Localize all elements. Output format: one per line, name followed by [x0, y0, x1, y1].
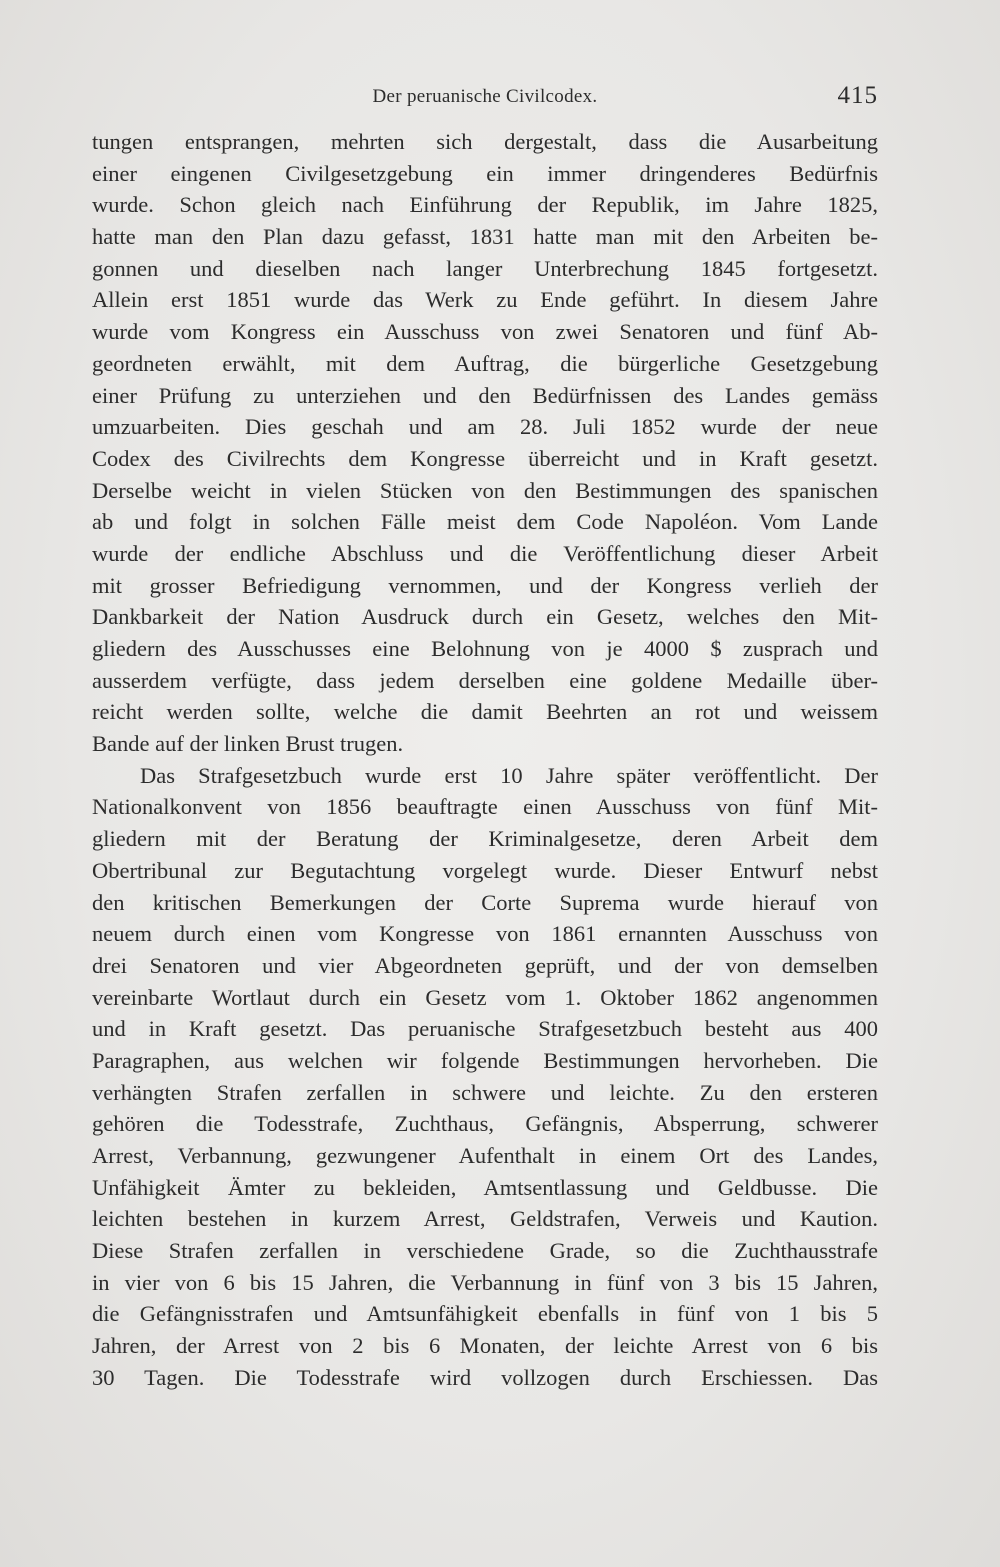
text-line: mit grosser Befriedigung vernommen, und der Kongress verlieh der: [92, 572, 878, 598]
text-line: einer eingenen Civilgesetzgebung ein immer dringenderes Bedürfnis: [92, 160, 878, 186]
text-line: vereinbarte Wortlaut durch ein Gesetz vom 1. Oktober 1862 angenommen: [92, 984, 878, 1010]
text-line: verhängten Strafen zerfallen in schwere und leichte. Zu den ersteren: [92, 1079, 878, 1105]
text-line: Obertribunal zur Begutachtung vorgelegt wurde. Dieser Entwurf nebst: [92, 857, 878, 883]
text-line: leichten bestehen in kurzem Arrest, Geldstrafen, Verweis und Kaution.: [92, 1206, 878, 1232]
text-line: wurde vom Kongress ein Ausschuss von zwei Senatoren und fünf Ab-: [92, 319, 878, 345]
text-line: ausserdem verfügte, dass jedem derselben eine goldene Medaille über-: [92, 667, 878, 693]
text-line: Nationalkonvent von 1856 beauftragte einen Ausschuss von fünf Mit-: [92, 794, 878, 820]
text-line: hatte man den Plan dazu gefasst, 1831 hatte man mit den Arbeiten be-: [92, 224, 878, 250]
text-line: geordneten erwählt, mit dem Auftrag, die bürgerliche Gesetzgebung: [92, 350, 878, 376]
text-line: Arrest, Verbannung, gezwungener Aufenthalt in einem Ort des Landes,: [92, 1143, 878, 1168]
text-line: in vier von 6 bis 15 Jahren, die Verbannung in fünf von 3 bis 15 Jahren,: [92, 1269, 878, 1295]
text-line: gonnen und dieselben nach langer Unterbrechung 1845 fortgesetzt.: [92, 255, 878, 281]
text-line: gliedern des Ausschusses eine Belohnung von je 4000 $ zusprach und: [92, 636, 878, 661]
text-line: ab und folgt in solchen Fälle meist dem Code Napoléon. Vom Lande: [92, 509, 878, 535]
text-line: reicht werden sollte, welche die damit Beehrten an rot und weissem: [92, 699, 878, 725]
running-head: [92, 82, 878, 112]
text-line: Codex des Civilrechts dem Kongresse überreicht und in Kraft gesetzt.: [92, 445, 878, 471]
text-line: Allein erst 1851 wurde das Werk zu Ende geführt. In diesem Jahre: [92, 287, 878, 313]
text-line: wurde. Schon gleich nach Einführung der Republik, im Jahre 1825,: [92, 192, 878, 218]
text-line: den kritischen Bemerkungen der Corte Suprema wurde hierauf von: [92, 889, 878, 915]
text-line: wurde der endliche Abschluss und die Veröffentlichung dieser Arbeit: [92, 540, 878, 566]
running-title: Der peruanische Civilcodex.: [372, 86, 598, 107]
paragraph-2: [92, 760, 878, 1394]
text-line: Bande auf der linken Brust trugen.: [92, 731, 404, 757]
text-line: 30 Tagen. Die Todesstrafe wird vollzogen durch Erschiessen. Das: [92, 1364, 878, 1390]
text-line: neuem durch einen vom Kongresse von 1861 ernannten Ausschuss von: [92, 921, 878, 947]
text-line: drei Senatoren und vier Abgeordneten geprüft, und der von demselben: [92, 952, 878, 978]
text-line: umzuarbeiten. Dies geschah und am 28. Juli 1852 wurde der neue: [92, 414, 878, 440]
text-line: die Gefängnisstrafen und Amtsunfähigkeit ebenfalls in fünf von 1 bis 5: [92, 1301, 878, 1327]
text-line: gehören die Todesstrafe, Zuchthaus, Gefängnis, Absperrung, schwerer: [92, 1111, 878, 1137]
text-line: Jahren, der Arrest von 2 bis 6 Monaten, der leichte Arrest von 6 bis: [92, 1333, 878, 1359]
text-line: und in Kraft gesetzt. Das peruanische Strafgesetzbuch besteht aus 400: [92, 1016, 878, 1042]
page-number: 415: [837, 82, 878, 109]
text-line: Derselbe weicht in vielen Stücken von den Bestimmungen des spanischen: [92, 477, 878, 503]
text-line: Paragraphen, aus welchen wir folgende Bestimmungen hervorheben. Die: [92, 1047, 878, 1073]
text-line: tungen entsprangen, mehrten sich dergestalt, dass die Ausarbeitung: [92, 129, 878, 154]
text-line: gliedern mit der Beratung der Kriminalgesetze, deren Arbeit dem: [92, 826, 878, 852]
text-line: Diese Strafen zerfallen in verschiedene Grade, so die Zuchthausstrafe: [92, 1238, 878, 1264]
text-line: einer Prüfung zu unterziehen und den Bedürfnissen des Landes gemäss: [92, 382, 878, 408]
paragraph-1: [92, 126, 878, 760]
text-line: Unfähigkeit Ämter zu bekleiden, Amtsentlassung und Geldbusse. Die: [92, 1174, 878, 1200]
text-line: Das Strafgesetzbuch wurde erst 10 Jahre später veröffentlicht. Der: [140, 762, 878, 788]
body-text: [92, 126, 878, 1394]
text-line: Dankbarkeit der Nation Ausdruck durch ein Gesetz, welches den Mit-: [92, 604, 878, 630]
